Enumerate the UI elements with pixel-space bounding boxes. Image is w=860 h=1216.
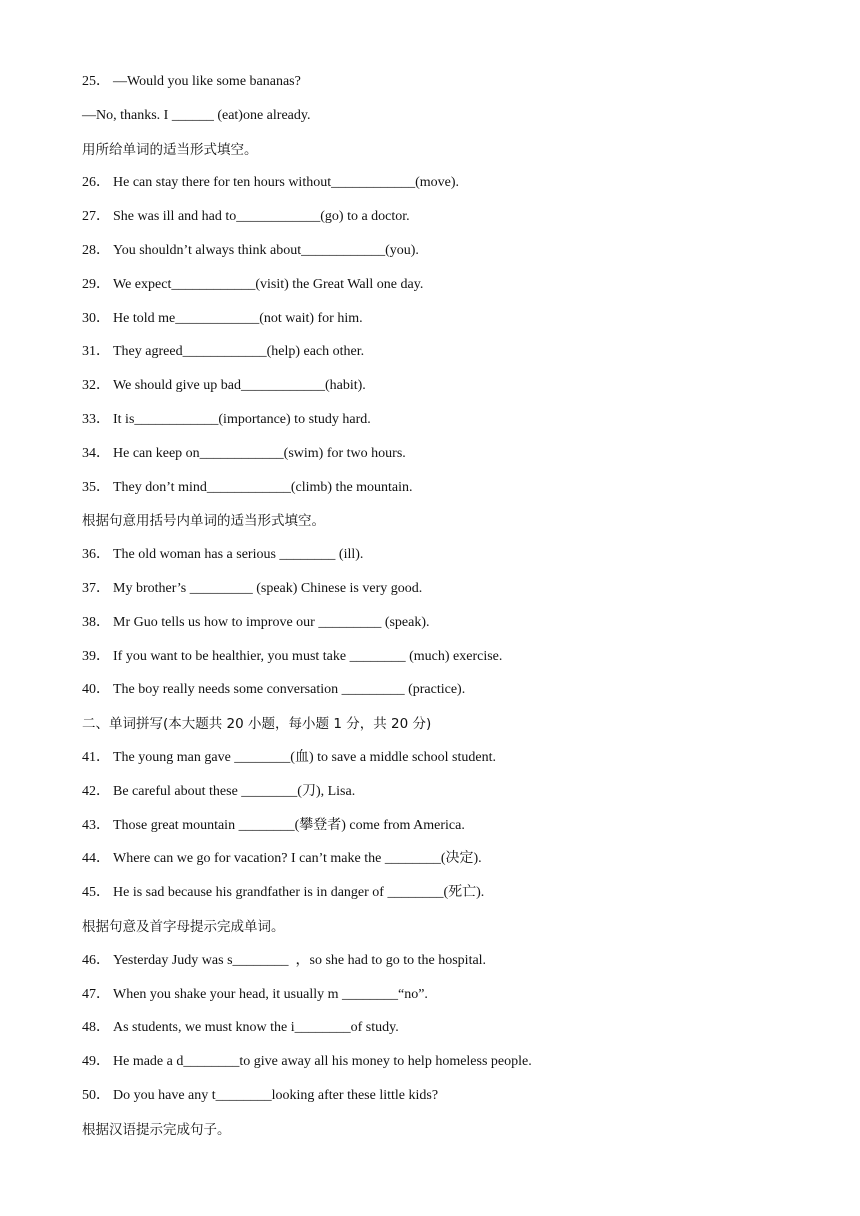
question-text: As students, we must know the i________of study. <box>113 1020 399 1036</box>
question-number: 33． <box>82 411 110 427</box>
question-text: It is____________(importance) to study hard. <box>113 411 371 427</box>
question-text: Do you have any t________looking after these little kids? <box>113 1087 439 1103</box>
question-number: 37． <box>82 580 110 596</box>
question-text: —Would you like some bananas? <box>113 74 301 89</box>
question-text: The boy really needs some conversation _________ (practice). <box>113 682 466 698</box>
question-text: She was ill and had to____________(go) to a doctor. <box>113 209 410 225</box>
question-text: You shouldn’t always think about____________(you). <box>113 242 419 258</box>
question-number: 26． <box>82 175 110 191</box>
question-text: Be careful about these ________(刀), Lisa. <box>113 783 356 799</box>
question-line <box>82 173 822 207</box>
question-number: 35． <box>82 479 110 495</box>
question-line <box>82 883 822 917</box>
question-text: We expect____________(visit) the Great Wall one day. <box>113 276 424 292</box>
question-list <box>82 72 822 1154</box>
question-number: 29． <box>82 276 110 292</box>
question-line <box>82 478 822 512</box>
question-text: —No, thanks. I ______ (eat)one already. <box>82 107 311 123</box>
question-number: 38． <box>82 614 110 630</box>
question-line <box>82 782 822 816</box>
question-text: If you want to be healthier, you must take ________ (much) exercise. <box>113 648 503 664</box>
question-text: My brother’s _________ (speak) Chinese is very good. <box>113 580 423 596</box>
question-number: 48． <box>82 1020 110 1036</box>
question-number: 40． <box>82 682 110 698</box>
question-number: 47． <box>82 986 110 1002</box>
question-number: 25． <box>82 74 110 89</box>
question-text: He told me____________(not wait) for him. <box>113 310 363 326</box>
question-line <box>82 647 822 681</box>
question-text: They don’t mind____________(climb) the mountain. <box>113 479 413 495</box>
question-number: 42． <box>82 783 110 799</box>
question-line <box>82 579 822 613</box>
question-number: 43． <box>82 817 110 833</box>
question-line <box>82 376 822 410</box>
question-line <box>82 72 822 106</box>
instruction-text: 用所给单词的适当形式填空。 <box>82 141 258 158</box>
question-line <box>82 545 822 579</box>
question-text: He can keep on____________(swim) for two hours. <box>113 445 406 461</box>
question-number: 32． <box>82 378 110 394</box>
instruction-text: 根据句意及首字母提示完成单词。 <box>82 918 285 935</box>
question-line <box>82 613 822 647</box>
question-line <box>82 985 822 1019</box>
question-line <box>82 1018 822 1052</box>
question-line <box>82 1052 822 1086</box>
section-instruction <box>82 917 822 951</box>
question-line <box>82 342 822 376</box>
section-instruction <box>82 1120 822 1154</box>
question-number: 41． <box>82 749 110 765</box>
question-line <box>82 106 822 140</box>
question-number: 28． <box>82 242 110 258</box>
question-number: 39． <box>82 648 110 664</box>
question-text: The old woman has a serious ________ (ill). <box>113 547 364 563</box>
question-number: 49． <box>82 1054 110 1070</box>
question-number: 27． <box>82 209 110 225</box>
question-line <box>82 444 822 478</box>
section-instruction <box>82 140 822 174</box>
question-line <box>82 309 822 343</box>
question-line <box>82 275 822 309</box>
question-text: Mr Guo tells us how to improve our _________ (speak). <box>113 614 430 630</box>
question-number: 30． <box>82 310 110 326</box>
question-number: 50． <box>82 1087 110 1103</box>
question-line <box>82 849 822 883</box>
question-text: Yesterday Judy was s________ ，so she had to go to the hospital. <box>113 952 487 968</box>
section-instruction <box>82 714 822 748</box>
question-text: Where can we go for vacation? I can’t make the ________(决定). <box>113 851 482 867</box>
question-line <box>82 680 822 714</box>
question-line <box>82 410 822 444</box>
section-instruction <box>82 511 822 545</box>
question-text: When you shake your head, it usually m ________“no”. <box>113 986 428 1002</box>
question-text: Those great mountain ________(攀登者) come from America. <box>113 817 465 833</box>
question-line <box>82 748 822 782</box>
question-line <box>82 1086 822 1120</box>
question-number: 36． <box>82 547 110 563</box>
question-text: He is sad because his grandfather is in danger of ________(死亡). <box>113 885 485 901</box>
instruction-text: 二、单词拼写(本大题共 20 小题，每小题 1 分，共 20 分) <box>82 716 432 733</box>
question-line <box>82 816 822 850</box>
question-text: He can stay there for ten hours without____________(move). <box>113 175 460 191</box>
question-line <box>82 207 822 241</box>
question-line <box>82 951 822 985</box>
question-number: 44． <box>82 851 110 867</box>
question-text: They agreed____________(help) each other. <box>113 344 365 360</box>
question-number: 34． <box>82 445 110 461</box>
instruction-text: 根据汉语提示完成句子。 <box>82 1121 231 1138</box>
question-line <box>82 241 822 275</box>
question-text: He made a d________to give away all his money to help homeless people. <box>113 1054 532 1070</box>
question-text: We should give up bad____________(habit). <box>113 378 366 394</box>
question-number: 31． <box>82 344 110 360</box>
question-text: The young man gave ________(血) to save a middle school student. <box>113 749 496 765</box>
instruction-text: 根据句意用括号内单词的适当形式填空。 <box>82 513 325 530</box>
question-number: 46． <box>82 952 110 968</box>
question-number: 45． <box>82 885 110 901</box>
